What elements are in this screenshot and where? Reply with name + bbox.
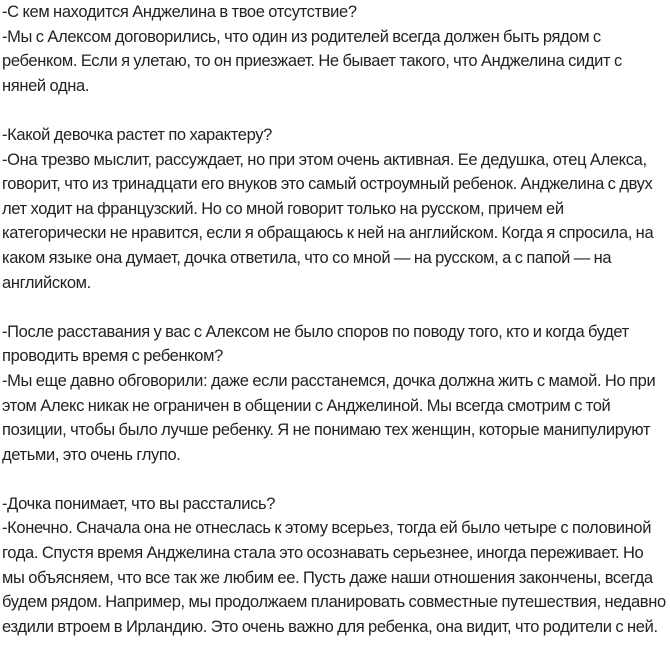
answer-text: -Мы еще давно обговорили: даже если расстанемся, дочка должна жить с мамой. Но при этом Алекс никак не ограничен в общении с Анджелиной. Мы всегда смотрим с той позиции, чтобы было лучше ребенку. Я не понимаю тех женщин, которые манипулируют детьми, это очень глупо. xyxy=(2,371,656,464)
question-text: -После расставания у вас с Алексом не было споров по поводу того, кто и когда будет проводить время с ребенком? xyxy=(2,322,629,366)
answer-text: -Конечно. Сначала она не отнеслась к этому всерьез, тогда ей было четыре с половиной года. Спустя время Анджелина стала это осознавать серьезнее, иногда переживает. Но мы объясняем, что все так же любим ее. Пусть даже наши отношения закончены, всегда будем рядом. Например, мы продолжаем планировать совместные путешествия, недавно ездили втроем в Ирландию. Это очень важно для ребенка, она видит, что родители с ней. xyxy=(2,519,666,636)
answer-text: -Мы с Алексом договорились, что один из родителей всегда должен быть рядом с ребенком. Если я улетаю, то он приезжает. Не бывает такого, что Анджелина сидит с няней одна. xyxy=(2,27,622,95)
question-text: -Какой девочка растет по характеру? xyxy=(2,125,272,144)
qa-block xyxy=(2,0,666,98)
question-text: -Дочка понимает, что вы расстались? xyxy=(2,494,276,513)
answer-text: -Она трезво мыслит, рассуждает, но при этом очень активная. Ее дедушка, отец Алекса, говорит, что из тринадцати его внуков это самый остроумный ребенок. Анджелина с двух лет ходит на французский. Но со мной говорит только на русском, причем ей категорически не нравится, если я обращаюсь к ней на английском. Когда я спросила, на каком языке она думает, дочка ответила, что со мной — на русском, а с папой — на английском. xyxy=(2,150,654,292)
question-text: -С кем находится Анджелина в твое отсутствие? xyxy=(2,3,357,21)
qa-block xyxy=(2,123,666,295)
qa-block xyxy=(2,492,666,640)
qa-block xyxy=(2,320,666,468)
